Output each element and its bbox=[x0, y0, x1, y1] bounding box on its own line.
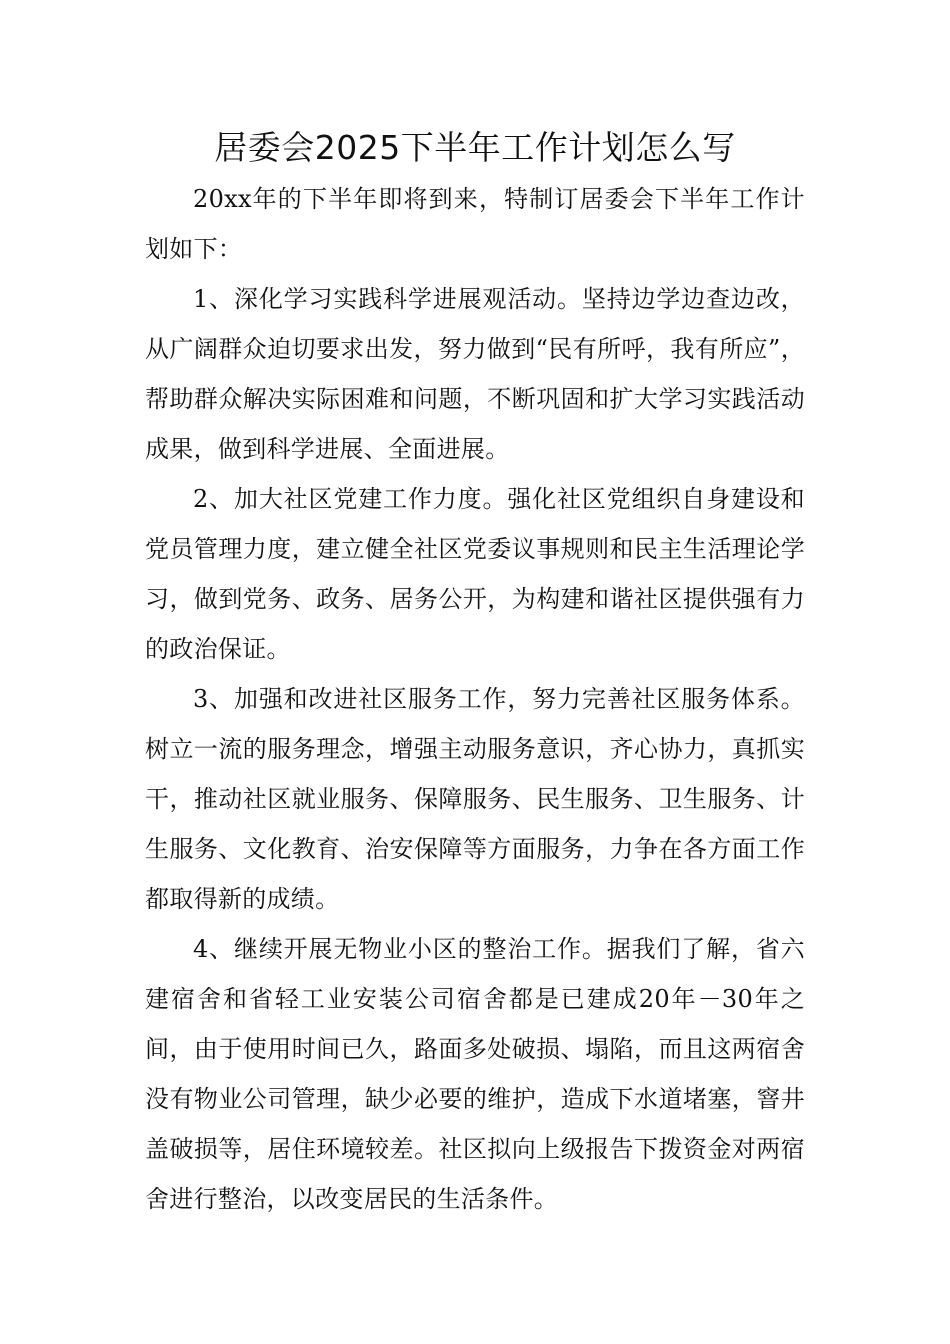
paragraph-item-1: 1、深化学习实践科学进展观活动。坚持边学边查边改，从广阔群众迫切要求出发，努力做到“民有所呼，我有所应”，帮助群众解决实际困难和问题，不断巩固和扩大学习实践活动成果，做到科学进展、全面进展。 bbox=[145, 285, 805, 463]
paragraph-item-4: 4、继续开展无物业小区的整治工作。据我们了解，省六建宿舍和省轻工业安装公司宿舍都是已建成20年－30年之间，由于使用时间已久，路面多处破损、塌陷，而且这两宿舍没有物业公司管理，缺少必要的维护，造成下水道堵塞，窨井盖破损等，居住环境较差。社区拟向上级报告下拨资金对两宿舍进行整治，以改变居民的生活条件。 bbox=[145, 935, 805, 1213]
paragraph-item-3: 3、加强和改进社区服务工作，努力完善社区服务体系。树立一流的服务理念，增强主动服务意识，齐心协力，真抓实干，推动社区就业服务、保障服务、民生服务、卫生服务、计生服务、文化教育、治安保障等方面服务，力争在各方面工作都取得新的成绩。 bbox=[145, 685, 805, 913]
paragraph-item-2: 2、加大社区党建工作力度。强化社区党组织自身建设和党员管理力度，建立健全社区党委议事规则和民主生活理论学习，做到党务、政务、居务公开，为构建和谐社区提供强有力的政治保证。 bbox=[145, 485, 805, 663]
document-body bbox=[145, 174, 805, 1224]
document-title: 居委会2025下半年工作计划怎么写 bbox=[214, 128, 736, 167]
paragraph-intro: 20xx年的下半年即将到来，特制订居委会下半年工作计划如下： bbox=[145, 185, 805, 263]
